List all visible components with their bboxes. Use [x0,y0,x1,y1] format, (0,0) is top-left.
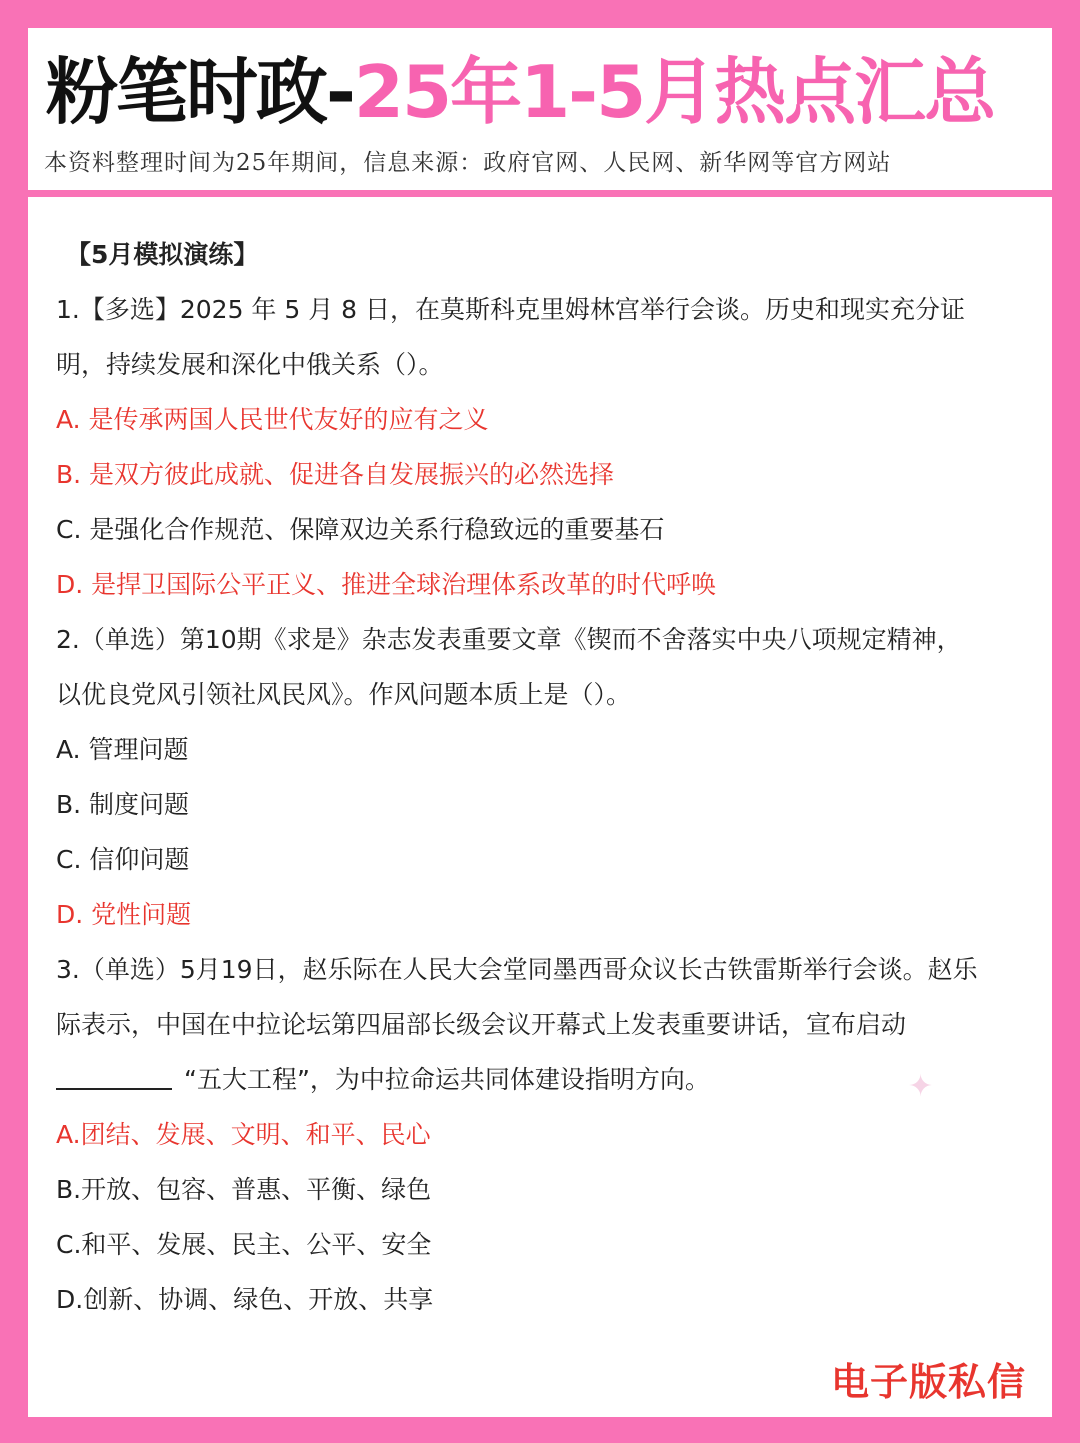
title-highlight: 25年1-5月热点汇总 [353,50,995,134]
question-1-stem-line-1: 1.【多选】2025 年 5 月 8 日，在莫斯科克里姆林宫举行会谈。历史和现实充分证 [56,295,966,324]
question-3-stem-line-1: 3.（单选）5月19日，赵乐际在人民大会堂同墨西哥众议长古铁雷斯举行会谈。赵乐 [56,955,978,984]
question-3-option-b: B.开放、包容、普惠、平衡、绿色 [56,1175,432,1204]
section-label: 【5月模拟演练】 [66,240,259,269]
question-3-stem-line-2: 际表示，中国在中拉论坛第四届部长级会议开幕式上发表重要讲话，宣布启动 [56,1010,907,1039]
question-1-option-c: C. 是强化合作规范、保障双边关系行稳致远的重要基石 [56,515,665,544]
sparkle-icon: ✦ [908,1069,934,1104]
question-2-option-b: B. 制度问题 [56,790,190,819]
question-2-option-d: D. 党性问题 [56,900,192,929]
header-card [28,28,1052,190]
page-title [46,46,1036,138]
question-2-option-c: C. 信仰问题 [56,845,190,874]
question-2-option-a: A. 管理问题 [56,735,189,764]
title-prefix: 粉笔时政- [46,50,354,134]
content-card [28,197,1052,1417]
question-1-stem-line-2: 明，持续发展和深化中俄关系（）。 [56,350,444,379]
question-3-option-d: D.创新、协调、绿色、开放、共享 [56,1285,434,1314]
question-3-stem-line-3-text: “五大工程”，为中拉命运共同体建设指明方向。 [184,1065,710,1094]
answer-blank [56,1064,172,1090]
question-1-option-a: A. 是传承两国人民世代友好的应有之义 [56,405,489,434]
question-2-stem-line-2: 以优良党风引领社风民风》。作风问题本质上是（）。 [56,680,632,709]
source-note: 本资料整理时间为25年期间，信息来源：政府官网、人民网、新华网等官方网站 [44,150,892,176]
question-3-stem-line-3 [56,1060,710,1100]
electronic-version-cta: 电子版私信 [830,1360,1026,1404]
question-2-stem-line-1: 2.（单选）第10期《求是》杂志发表重要文章《锲而不舍落实中央八项规定精神， [56,625,962,654]
question-1-option-b: B. 是双方彼此成就、促进各自发展振兴的必然选择 [56,460,615,489]
question-3-option-a: A.团结、发展、文明、和平、民心 [56,1120,431,1149]
question-1-option-d: D. 是捍卫国际公平正义、推进全球治理体系改革的时代呼唤 [56,570,717,599]
question-3-option-c: C.和平、发展、民主、公平、安全 [56,1230,432,1259]
